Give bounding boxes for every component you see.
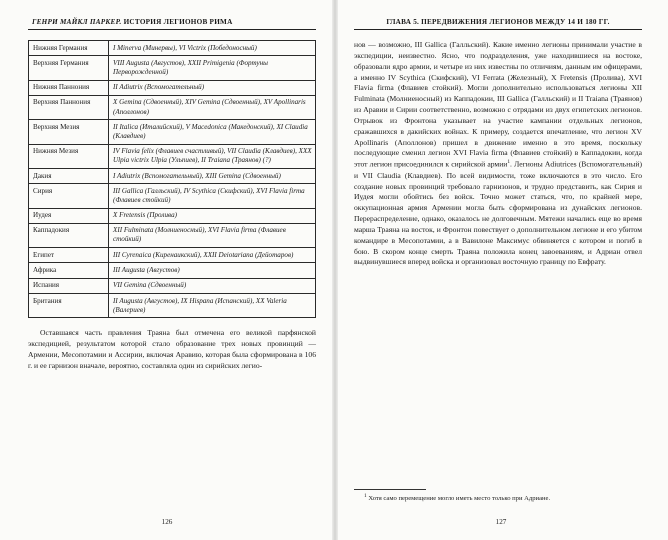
units-cell: II Augusta (Августов), IX Hispana (Испанский), XX Valeria (Валериев) bbox=[109, 293, 316, 317]
province-cell: Египет bbox=[29, 248, 109, 263]
left-running-head-author: ГЕНРИ МАЙКЛ ПАРКЕР. bbox=[32, 18, 122, 26]
table-row bbox=[29, 56, 316, 80]
table-row bbox=[29, 168, 316, 183]
province-cell: Испания bbox=[29, 278, 109, 293]
units-cell: I Adiutrix (Вспомогательный), XIII Gemina (Сдвоенный) bbox=[109, 168, 316, 183]
footnote-area bbox=[354, 489, 642, 504]
province-cell: Нижняя Паннония bbox=[29, 80, 109, 95]
province-cell: Верхняя Паннония bbox=[29, 95, 109, 119]
table-row bbox=[29, 120, 316, 144]
footnote-number: 1 bbox=[364, 492, 367, 499]
footnote-divider bbox=[354, 489, 426, 490]
units-cell: II Adiutrix (Вспомогательный) bbox=[109, 80, 316, 95]
table-row bbox=[29, 95, 316, 119]
units-cell: VII Gemina (Сдвоенный) bbox=[109, 278, 316, 293]
right-running-head: ГЛАВА 5. ПЕРЕДВИЖЕНИЯ ЛЕГИОНОВ МЕЖДУ 14 И 180 ГГ. bbox=[386, 18, 610, 26]
right-body-text bbox=[354, 40, 642, 268]
units-cell: II Italica (Италийский), V Macedonica (Македонский), XI Claudia (Клавдиев) bbox=[109, 120, 316, 144]
units-cell: III Cyrenaica (Киренаикский), XXII Deiotariana (Дейотаров) bbox=[109, 248, 316, 263]
table-row bbox=[29, 263, 316, 278]
units-cell: III Gallica (Галльский), IV Scythica (Скифский), XVI Flavia firma (Флавиев стойкий) bbox=[109, 184, 316, 208]
province-cell: Дакия bbox=[29, 168, 109, 183]
province-cell: Британия bbox=[29, 293, 109, 317]
units-cell: X Gemina (Сдвоенный), XIV Gemina (Сдвоенный), XV Apollinaris (Аполлонов) bbox=[109, 95, 316, 119]
right-page-number: 127 bbox=[495, 518, 507, 526]
table-row bbox=[29, 144, 316, 168]
legions-table-body bbox=[29, 41, 316, 318]
footnote-marker: 1 bbox=[507, 159, 511, 166]
province-cell: Каппадокия bbox=[29, 223, 109, 247]
table-row bbox=[29, 41, 316, 56]
paragraph bbox=[354, 40, 642, 268]
units-cell: III Augusta (Августов) bbox=[109, 263, 316, 278]
province-cell: Верхняя Германия bbox=[29, 56, 109, 80]
footnote-text bbox=[354, 493, 642, 504]
paragraph-text-cont: . Легионы Adiutrices (Вспомогательный) и VII Claudia (Клавдиев). По всей видимости, тоже включаются в это число. Его создание новых провинций требовало гарнизонов, и трудно представить, как Сирия и Иудея могли обойтись без войск. Точно может статься, что, по крайней мере, оккупационная армия Армении могла быть сформирована из дунайских легионов. Перераспределение, однако, оказалось не долговечным. Мятежи начались еще во время марша Траяна на восток, и Фронтон повествует о дополнительном легионе и его убитом командире в Месопотамии, а в Вавилоне Максимус обвиняется с котором и погиб в бою. В скором конце смерть Траяна положила конец завоеваниям, и Адриан отвел выдвинувшиеся вперед войска и организовал восточную границу по Евфрату. bbox=[354, 159, 643, 267]
province-cell: Верхняя Мезия bbox=[29, 120, 109, 144]
units-cell: XII Fulminata (Молниеносный), XVI Flavia firma (Флавиев стойкий) bbox=[109, 223, 316, 247]
province-cell: Африка bbox=[29, 263, 109, 278]
paragraph-text: нов — возможно, III Gallica (Галльский). Какие именно легионы принимали участие в экспедиции, неизвестно. Ясно, что подразделения, уже находившиеся на востоке, образовали ядро армии, и четыре из них известны по отличиям, данным им офицерами, а именно IV Scythica (Скифский), VI Ferrata (Железный), X Fretensis (Пролива), XVI Flavia firma (Флавиев стойкий). Могли дополнительно использоваться легионы XII Fulminata (Молниеносный) из Каппадокии, III Gallica (Галльский) и II Traiana (Траянов) из Аравии и Сирии соответственно, возможно с отрядами из двух египетских легионов. Отрывок из Фронтона указывает на участие кампании отдельных легионов, сражавшихся в дакийских войнах. К примеру, создается впечатление, что легион XV Apollinaris (Аполлонов) пришел в движение именно в это время, поскольку последующие сменил легион XVI Flavia firma (Флавиев стойкий) в Каппадокии, когда этот легион присоединился к сирийской армии bbox=[354, 40, 642, 169]
units-cell: X Fretensis (Пролива) bbox=[109, 208, 316, 223]
units-cell: I Minerva (Минервы), VI Victrix (Победоносный) bbox=[109, 41, 316, 56]
table-row bbox=[29, 248, 316, 263]
left-body-text bbox=[28, 328, 316, 371]
table-row bbox=[29, 80, 316, 95]
legions-table bbox=[28, 40, 316, 318]
left-running-head-title: ИСТОРИЯ ЛЕГИОНОВ РИМА bbox=[123, 18, 233, 26]
header-divider bbox=[28, 29, 316, 30]
table-row bbox=[29, 293, 316, 317]
province-cell: Иудея bbox=[29, 208, 109, 223]
province-cell: Нижняя Мезия bbox=[29, 144, 109, 168]
province-cell: Сирия bbox=[29, 184, 109, 208]
footnote-body: Хотя само перемещение могло иметь место только при Адриане. bbox=[368, 495, 551, 503]
left-page-number: 126 bbox=[161, 518, 173, 526]
table-row bbox=[29, 278, 316, 293]
paragraph: Оставшаяся часть правления Траяна был отмечена его великой парфянской экспедицией, результатом которой стало образование трех новых провинций — Армении, Месопотамии и Ассирии, включая Аравию, которая была сформирована в 106 г. и ее гарнизон вначале, вероятно, составляла один из сирийских легио- bbox=[28, 328, 316, 370]
province-cell: Нижняя Германия bbox=[29, 41, 109, 56]
table-row bbox=[29, 184, 316, 208]
table-row bbox=[29, 223, 316, 247]
header-divider bbox=[354, 29, 642, 30]
units-cell: IV Flavia felix (Флавиев счастливый), VII Claudia (Клавдиев), XXX Ulpia victrix Ulpia (Ульпиев), II Traiana (Траянов) (?) bbox=[109, 144, 316, 168]
right-page bbox=[334, 0, 668, 540]
left-running-head bbox=[28, 18, 316, 26]
table-row bbox=[29, 208, 316, 223]
units-cell: VIII Augusta (Августов), XXII Primigenia (Фортуны Перворожденной) bbox=[109, 56, 316, 80]
